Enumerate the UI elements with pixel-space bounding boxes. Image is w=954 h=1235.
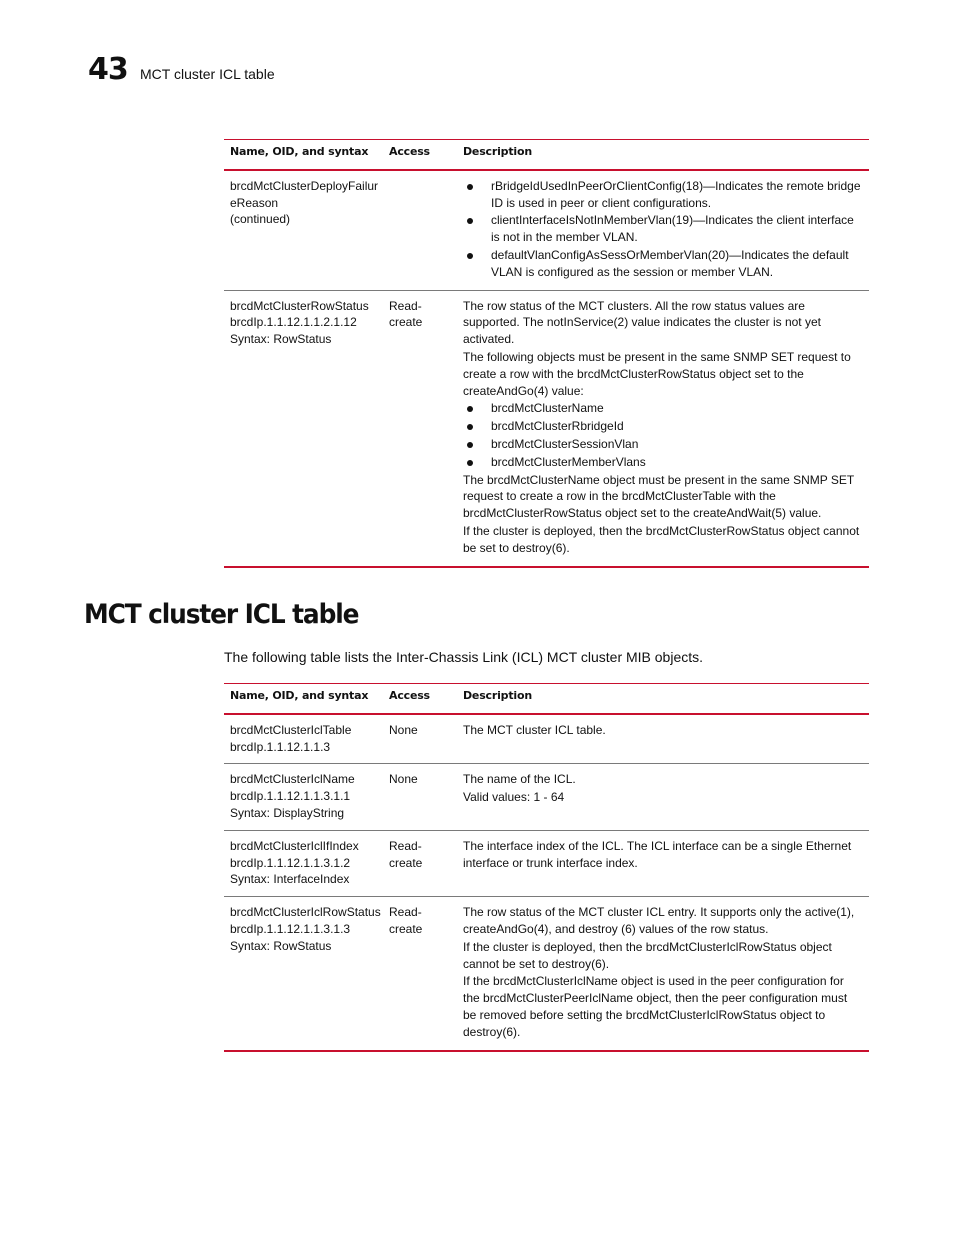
bullet-list — [463, 178, 863, 281]
continued-note: (continued) — [230, 212, 291, 227]
bullet-icon — [467, 424, 473, 430]
cell-name — [224, 714, 383, 764]
table-row — [224, 764, 869, 830]
description-paragraph: The following objects must be present in the same SNMP SET request to create a row with the brcdMctClusterRowStatus object set to the createAndGo(4) value: — [463, 349, 851, 398]
object-name: brcdMctClusterIclRowStatus — [230, 905, 381, 920]
list-item: clientInterfaceIsNotInMemberVlan(19)—Indicates the client interface is not in the member VLAN. — [463, 212, 863, 246]
list-item: brcdMctClusterRbridgeId — [463, 418, 863, 435]
object-syntax: Syntax: InterfaceIndex — [230, 872, 350, 887]
description-paragraph: If the brcdMctClusterIclName object is used in the peer configuration for the brcdMctClusterPeerIclName object, then the peer configuration must be removed before setting the brcdMctClusterIclRowStatus object to destroy(6). — [463, 974, 848, 1039]
object-name: brcdMctClusterIclTable — [230, 722, 352, 737]
table-header-row — [224, 684, 869, 714]
column-header-name: Name, OID, and syntax — [224, 140, 383, 170]
column-header-description: Description — [457, 684, 869, 714]
object-syntax: Syntax: RowStatus — [230, 332, 332, 347]
table-row — [224, 830, 869, 896]
cell-access: Read-create — [383, 290, 457, 566]
column-header-description: Description — [457, 140, 869, 170]
table-header-row — [224, 140, 869, 170]
cell-name — [224, 897, 383, 1051]
cell-access: None — [383, 714, 457, 764]
table-row — [224, 714, 869, 764]
table-row — [224, 897, 869, 1051]
bullet-icon — [467, 442, 473, 448]
list-item: defaultVlanConfigAsSessOrMemberVlan(20)—Indicates the default VLAN is configured as the session or member VLAN. — [463, 247, 863, 281]
bullet-icon — [467, 184, 473, 190]
object-name: brcdMctClusterRowStatus — [230, 298, 369, 313]
object-name: brcdMctClusterIclName — [230, 772, 355, 787]
object-oid: brcdIp.1.1.12.1.1.3.1.3 — [230, 921, 351, 936]
cell-description — [457, 290, 869, 566]
object-name-continued: eReason — [230, 195, 279, 210]
cell-name — [224, 290, 383, 566]
description-paragraph: The row status of the MCT clusters. All the row status values are supported. The notInService(2) value indicates the cluster is not yet activated. — [463, 298, 821, 347]
mib-table-cluster — [224, 139, 869, 568]
object-oid: brcdIp.1.1.12.1.1.3.1.2 — [230, 855, 351, 870]
list-item: brcdMctClusterName — [463, 400, 863, 417]
cell-access: Read-create — [383, 897, 457, 1051]
object-syntax: Syntax: DisplayString — [230, 805, 345, 820]
description-paragraph: If the cluster is deployed, then the brcdMctClusterIclRowStatus object cannot be set to destroy(6). — [463, 939, 832, 971]
description-paragraph: The row status of the MCT cluster ICL entry. It supports only the active(1), createAndGo(4), and destroy (6) values of the row status. — [463, 905, 855, 936]
list-item: rBridgeIdUsedInPeerOrClientConfig(18)—Indicates the remote bridge ID is used in peer or client configurations. — [463, 178, 863, 212]
cell-description — [457, 830, 869, 896]
list-item: brcdMctClusterSessionVlan — [463, 436, 863, 453]
description-paragraph: Valid values: 1 - 64 — [463, 790, 565, 805]
cell-description — [457, 897, 869, 1051]
chapter-title: MCT cluster ICL table — [140, 66, 275, 82]
cell-description — [457, 714, 869, 764]
bullet-icon — [467, 460, 473, 466]
description-paragraph: The name of the ICL. — [463, 772, 576, 787]
object-oid: brcdIp.1.1.12.1.1.3.1.1 — [230, 789, 351, 804]
table-row — [224, 290, 869, 566]
object-oid: brcdIp.1.1.12.1.1.2.1.12 — [230, 315, 357, 330]
bullet-icon — [467, 406, 473, 412]
mib-table-icl — [224, 683, 869, 1052]
object-name: brcdMctClusterDeployFailur — [230, 178, 379, 193]
column-header-name: Name, OID, and syntax — [224, 684, 383, 714]
cell-description — [457, 170, 869, 290]
section-intro: The following table lists the Inter-Chassis Link (ICL) MCT cluster MIB objects. — [224, 649, 704, 665]
cell-name — [224, 830, 383, 896]
chapter-number: 43 — [88, 52, 128, 87]
description-paragraph: If the cluster is deployed, then the brcdMctClusterRowStatus object cannot be set to destroy(6). — [463, 523, 860, 555]
description-paragraph: The brcdMctClusterName object must be present in the same SNMP SET request to create a row in the brcdMctClusterTable with the brcdMctClusterRowStatus object set to the createAndWait(5) value. — [463, 472, 855, 521]
section-heading: MCT cluster ICL table — [84, 599, 359, 630]
cell-name — [224, 170, 383, 290]
list-item: brcdMctClusterMemberVlans — [463, 454, 863, 471]
cell-access: Read-create — [383, 830, 457, 896]
bullet-icon — [467, 218, 473, 224]
column-header-access: Access — [383, 140, 457, 170]
cell-description — [457, 764, 869, 830]
table-row — [224, 170, 869, 290]
bullet-icon — [467, 253, 473, 259]
cell-name — [224, 764, 383, 830]
description-paragraph: The interface index of the ICL. The ICL interface can be a single Ethernet interface or trunk interface index. — [463, 838, 852, 870]
object-oid: brcdIp.1.1.12.1.1.3 — [230, 739, 331, 754]
object-name: brcdMctClusterIclIfIndex — [230, 838, 359, 853]
cell-access — [383, 170, 457, 290]
object-syntax: Syntax: RowStatus — [230, 938, 332, 953]
column-header-access: Access — [383, 684, 457, 714]
cell-access: None — [383, 764, 457, 830]
description-paragraph: The MCT cluster ICL table. — [463, 722, 606, 737]
bullet-list — [463, 400, 863, 470]
